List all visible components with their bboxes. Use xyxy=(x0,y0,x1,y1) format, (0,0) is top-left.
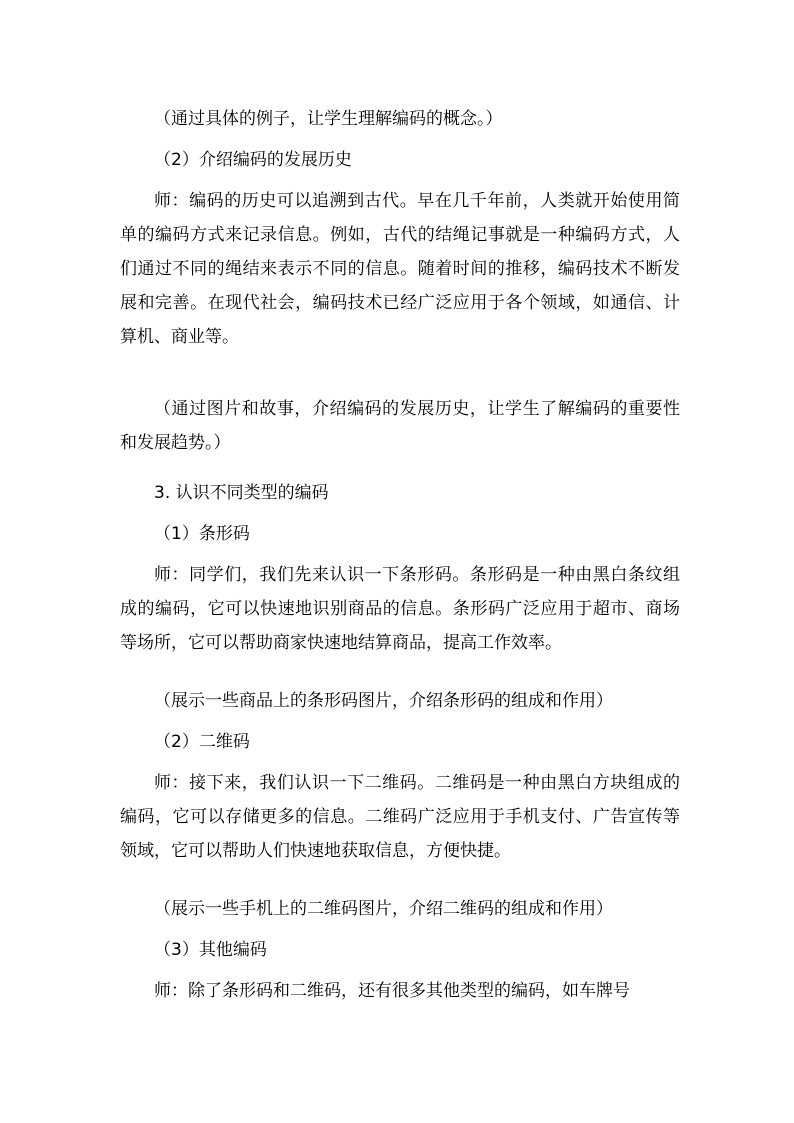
paragraph-barcode-note: （展示一些商品上的条形码图片，介绍条形码的组成和作用） xyxy=(154,691,613,711)
paragraph-history-body: 师：编码的历史可以追溯到古代。早在几千年前，人类就开始使用简单的编码方式来记录信息。例如，古代的结绳记事就是一种编码方式，人们通过不同的绳结来表示不同的信息。随着时间的推移，编码技术不断发展和完善。在现代社会，编码技术已经广泛应用于各个领域，如通信、计算机、商业等。 xyxy=(120,191,680,347)
heading-history: （2）介绍编码的发展历史 xyxy=(154,150,352,170)
paragraph-qrcode-note: （展示一些手机上的二维码图片，介绍二维码的组成和作用） xyxy=(154,899,613,919)
paragraph-history-note: （通过图片和故事，介绍编码的发展历史，让学生了解编码的重要性和发展趋势。） xyxy=(120,399,680,453)
heading-barcode: （1）条形码 xyxy=(154,524,250,544)
heading-qrcode: （2）二维码 xyxy=(154,732,250,752)
heading-section-3: 3. 认识不同类型的编码 xyxy=(154,483,329,503)
paragraph-qrcode-body: 师：接下来，我们认识一下二维码。二维码是一种由黑白方块组成的编码，它可以存储更多的信息。二维码广泛应用于手机支付、广告宣传等领域，它可以帮助人们快速地获取信息，方便快捷。 xyxy=(120,773,680,861)
paragraph-other-codes-body: 师：除了条形码和二维码，还有很多其他类型的编码，如车牌号 xyxy=(154,981,630,1001)
paragraph-example-note: （通过具体的例子，让学生理解编码的概念。） xyxy=(154,109,503,129)
paragraph-barcode-body: 师：同学们，我们先来认识一下条形码。条形码是一种由黑白条纹组成的编码，它可以快速地识别商品的信息。条形码广泛应用于超市、商场等场所，它可以帮助商家快速地结算商品，提高工作效率。 xyxy=(120,565,680,653)
heading-other-codes: （3）其他编码 xyxy=(154,940,267,960)
